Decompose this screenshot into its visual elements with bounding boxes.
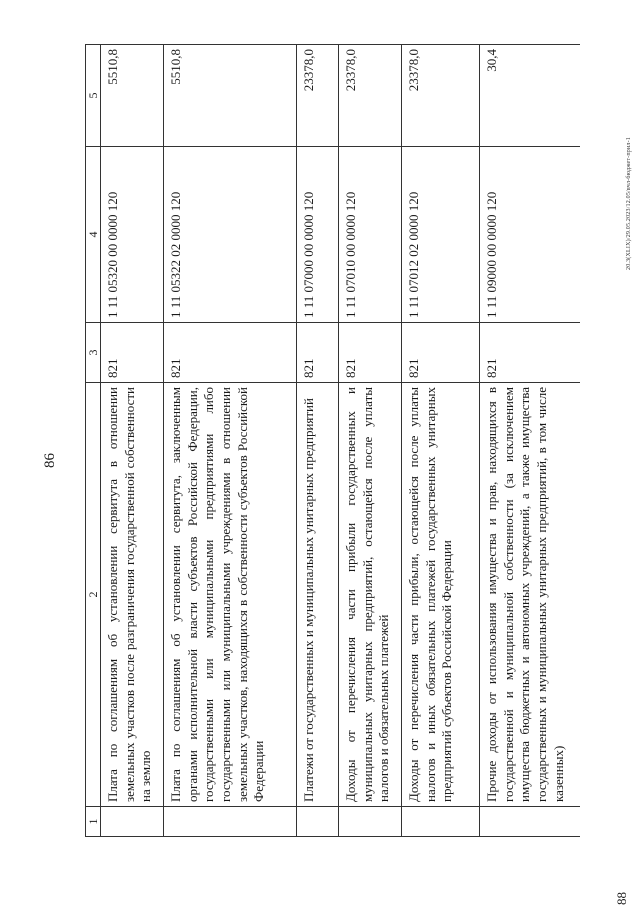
col-header-5: 5 [86,45,101,147]
col-header-1: 1 [86,807,101,837]
amount: 23378,0 [339,45,402,147]
row-index-cell [339,807,402,837]
row-index-cell [101,807,164,837]
amount: 5510,8 [164,45,297,147]
revenue-name: Доходы от перечисления части прибыли государственных и муниципальных унитарных предприятий, остающейся после уплаты налогов и обязательных платежей [339,383,402,807]
revenue-name: Платежи от государственных и муниципальных унитарных предприятий [297,383,339,807]
revenue-name: Плата по соглашениям об установлении сервитута в отношении земельных участков после разграничения государственной собственности на землю [101,383,164,807]
revenue-name: Плата по соглашениям об установлении сервитута, заключенным органами исполнительной власти субъектов Российской Федерации, государственными или муниципальными предприятиями либо государственными или муниципальными учреждениями в отношении земельных участков, находящихся в собственности субъектов Российской Федерации [164,383,297,807]
page-number: 86 [42,453,58,468]
revenue-name: Доходы от перечисления части прибыли, остающейся после уплаты налогов и иных обязательных платежей государственных унитарных предприятий субъектов Российской Федерации [402,383,480,807]
row-index-cell [480,807,580,837]
row-index-cell [297,807,339,837]
amount: 30,4 [480,45,580,147]
budget-code: 1 11 07010 00 0000 120 [339,147,402,323]
col-header-3: 3 [86,323,101,383]
budget-code: 1 11 07000 00 0000 120 [297,147,339,323]
amount: 23378,0 [297,45,339,147]
row-index-cell [402,807,480,837]
table-row [339,45,402,837]
admin-code: 821 [297,323,339,383]
col-header-4: 4 [86,147,101,323]
document-stamp: 20.3(XLIX)/29.05.2023/12.05/вчл-бюджет-прил-1 [626,137,632,270]
budget-code: 1 11 05320 00 0000 120 [101,147,164,323]
row-index-cell [164,807,297,837]
admin-code: 821 [402,323,480,383]
amount: 5510,8 [101,45,164,147]
table-row [402,45,480,837]
revenue-name: Прочие доходы от использования имущества и прав, находящихся в государственной и муниципальной собственности (за исключением имущества бюджетных и автономных учреждений, а также имущества государственных и муниципальных унитарных предприятий, в том числе казенных) [480,383,580,807]
header-row [86,45,101,837]
table-row [480,45,580,837]
budget-code: 1 11 09000 00 0000 120 [480,147,580,323]
admin-code: 821 [101,323,164,383]
footer-page-number: 88 [614,892,629,905]
budget-code: 1 11 07012 02 0000 120 [402,147,480,323]
admin-code: 821 [339,323,402,383]
admin-code: 821 [164,323,297,383]
table-row [297,45,339,837]
table-row [164,45,297,837]
admin-code: 821 [480,323,580,383]
revenue-table [85,44,580,837]
col-header-2: 2 [86,383,101,807]
table-row [101,45,164,837]
budget-code: 1 11 05322 02 0000 120 [164,147,297,323]
amount: 23378,0 [402,45,480,147]
